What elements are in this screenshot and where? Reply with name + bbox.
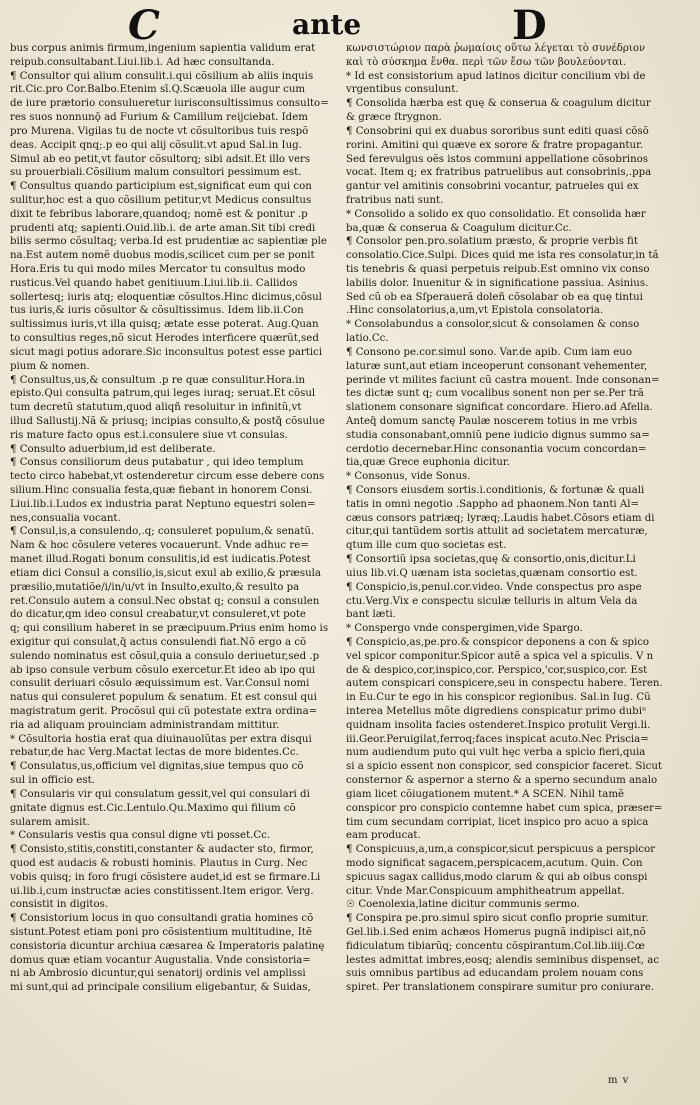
text-line: spicuus sagax callidus,modo clarum & qui ab oibus conspi <box>346 871 648 883</box>
text-line: consternor & aspernor a sterno & a sperno secundum analo <box>346 775 658 787</box>
text-line: deas. Accipit qnq;.p eo qui alij cõsulit.vt apud Sal.in Iug. <box>10 139 302 151</box>
text-line: rusticus.Vel quando habet genitiuum.Liui.lib.ii. Callidos <box>10 277 298 289</box>
text-line: sicut magi potius adorare.Sic inconsultus potest esse partici <box>10 346 323 358</box>
text-line: & græce ſtrygnon. <box>346 112 442 124</box>
text-line: ret.Consulo autem a consul.Nec obstat q; consul a consulen <box>10 595 320 607</box>
text-line: ¶ Conspira pe.pro.simul spiro sicut conflo proprie sumitur. <box>346 913 649 925</box>
text-line: citur,qui tantũdem sortis attulit ad societatem mercaturæ, <box>346 526 648 538</box>
text-line: * Consonus, vide Sonus. <box>346 471 471 483</box>
text-line: rebatur,de hac Verg.Mactat lectas de more bidentes.Cc. <box>10 747 299 759</box>
text-line: * Cõsultoria hostia erat qua diuinauolũtas per extra disqui <box>10 733 312 745</box>
text-line: vrgentibus consulunt. <box>346 84 459 96</box>
text-line: etiam dici Consul a consilio,is,sicut exul ab exilio,& præsula <box>10 567 321 579</box>
text-line: fratribus nati sunt. <box>346 194 444 206</box>
text-line: eam producat. <box>346 830 421 842</box>
text-line: ¶ Consus consiliorum deus putabatur , qui ideo templum <box>10 457 304 469</box>
text-line: ¶ Consultus quando participium est,significat eum qui con <box>10 181 312 193</box>
text-line: tatis in omni negotio .Sappho ad phaonem.Non tanti Al= <box>346 498 640 510</box>
text-line: * Conspergo vnde conspergimen,vide Spargo. <box>346 623 583 635</box>
text-line: Simul ab eo petit,vt fautor cõsultorq; sibi adsit.Et illo vers <box>10 153 311 165</box>
text-line: Hora.Eris tu qui modo miles Mercator tu consultus modo <box>10 264 306 275</box>
text-line: pium & nomen. <box>10 360 90 372</box>
text-line: Sed cũ ob ea Sſperaueră doleñ cõsolabar ob ea quę tintui <box>346 291 643 303</box>
text-line: vel spicor componitur.Spicor autẽ a spica vel a spiculis. V n <box>346 650 654 662</box>
text-line: sularem amisit. <box>10 816 90 828</box>
text-line: dixit te febribus laborare,quandoq; nomẽ est & ponitur .p <box>10 208 308 220</box>
text-line: res suos nonnunǭ ad Furium & Camillum reijciebat. Idem <box>10 112 308 124</box>
text-line: tus iuris,& iuris cõsultor & cõsultissimus. Idem lib.ii.Con <box>10 305 304 317</box>
text-line: bant læti. <box>346 609 396 621</box>
text-line: bus corpus animis firmum,ingenium sapientia validum erat <box>10 43 316 54</box>
text-line: tum decretũ statutum,quod aliqñ resoluitur in infinitũ,vt <box>10 402 302 414</box>
text-line: de & despico,cor,inspico,cor. Perspico,'cor,suspico,cor. Est <box>346 664 648 676</box>
text-line: perinde vt milites faciunt cũ castra mouent. Inde consonan= <box>346 374 660 386</box>
text-line: illud Sallustij.Nã & priusq; incipias consulto,& postq̃ cõsulue <box>10 415 325 427</box>
text-line: ¶ Conspicio,as,pe.pro.& conspicor deponens a con & spico <box>346 636 650 648</box>
signature-mark: m v <box>608 1075 630 1086</box>
text-line: ba,quæ & conserua & Coagulum dicitur.Cc. <box>346 222 572 234</box>
text-line: ¶ Consulatus,us,officium vel dignitas,siue tempus quo cõ <box>10 761 304 773</box>
text-line: consistit in digitos. <box>10 899 109 911</box>
text-line: citur. Vnde Mar.Conspicuum amphitheatrum appellat. <box>346 885 625 897</box>
text-line: sulendo nominatus est cõsul,quia a consulo deriuetur,sed .p <box>10 650 320 662</box>
text-line: sul in officio est. <box>10 775 95 787</box>
text-line: do dicatur,qm ideo consul creabatur,vt consuleret,vt pote <box>10 609 306 621</box>
right-guide-letter: D <box>512 2 547 49</box>
text-line: reipub.consultabant.Liui.lib.i. Ad hæc consultanda. <box>10 56 275 68</box>
text-line: ¶ Consistorium locus in quo consultandi gratia homines cõ <box>10 913 314 925</box>
text-line: * Consularis vestis qua consul digne vti posset.Cc. <box>10 830 271 842</box>
text-line: mi sunt,qui ad principale consilium eligebantur, & Suidas, <box>10 982 311 994</box>
text-line: ris mature facto opus est.i.consulere siue vt consulas. <box>10 429 288 441</box>
text-line: ¶ Consulto aduerbium,id est deliberate. <box>10 443 216 455</box>
text-line: ¶ Consolor pen.pro.solatium præsto, & proprie verbis fit <box>346 236 638 248</box>
guide-word: ante <box>292 8 362 41</box>
text-line: Gel.lib.i.Sed enim achæos Homerus pugnã indipisci ait,nõ <box>346 927 646 938</box>
text-line: tecto circo habebat,vt ostenderetur circum esse debere cons <box>10 471 325 483</box>
text-line: ¶ Conspicuus,a,um,a conspicor,sicut perspicuus a perspicor <box>346 844 656 856</box>
text-line: * Consolido a solido ex quo consolidatio. Et consolida hær <box>346 208 646 220</box>
text-line: studia consonabant,omniũ pene iudicio dignus summo sa= <box>346 429 650 441</box>
text-line: in Eu.Cur te ego in his conspicor regionibus. Sal.in Iug. Cũ <box>346 692 651 704</box>
text-line: giam licet cõiugationem mutent.* A SCEN. Nihil tamẽ <box>346 788 625 800</box>
text-line: ¶ Consobrini qui ex duabus sororibus sunt editi quasi cõsõ <box>346 125 649 137</box>
text-line: ab ipso consule verbum cõsulo exercetur.Et ideo ab ipo qui <box>10 664 316 676</box>
left-text-column <box>10 42 332 995</box>
text-line: consistoria dicuntur archiua cæsarea & Imperatoris palatinę <box>10 940 325 952</box>
text-line: gantur vel amitinis consobrini vocantur, patrueles qui ex <box>346 181 639 193</box>
right-text-column <box>346 42 666 995</box>
text-line: si a spicio essent non conspicor, sed conspicior faceret. Sicut <box>346 761 663 773</box>
text-line: ¶ Consortiũ ipsa societas,quę & consortio,onis,dicitur.Li <box>346 554 636 566</box>
text-line: ¶ Consultus,us,& consultum .p re quæ consulitur.Hora.in <box>10 374 306 386</box>
text-line: κωνσιστώριον παρὰ ῥωμαίοις οὕτω λέγεται τὸ συνέδριον <box>346 43 646 54</box>
text-line: cerdotio decernebar.Hinc consonantia vocum concordan= <box>346 443 647 455</box>
text-line: Nam & hoc cõsulere veteres vocauerunt. Vnde adhuc re= <box>10 540 309 552</box>
text-line: nes,consualia vocant. <box>10 512 121 524</box>
text-line: episto.Qui consulta patrum,qui leges iuraq; seruat.Et cõsul <box>10 388 316 400</box>
text-line: slationem consonare significat concordare. Hiero.ad Afella. <box>346 402 653 414</box>
text-line: consolatio.Cice.Sulpi. Dices quid me ista res consolatur,in tã <box>346 250 659 262</box>
text-line: rit.Cic.pro Cor.Balbo.Etenim sī.Q.Scæuola ille augur cum <box>10 84 306 96</box>
text-line: præsilio,mutatiõe/i/in/u/vt in Insulto,exulto,& resulto pa <box>10 581 300 593</box>
text-line: ¶ Consolida hærba est quę & conserua & coagulum dicitur <box>346 98 651 110</box>
text-line: * Id est consistorium apud latinos dicitur concilium vbi de <box>346 70 646 82</box>
text-line: qtum ille cum quo societas est. <box>346 540 507 552</box>
text-line: quidnam insolita facies ostenderet.Inspico protulit Vergi.li. <box>346 719 651 731</box>
text-line: ria ad aliquam prouinciam administrandam mittitur. <box>10 719 280 731</box>
text-line: sollertesq; iuris atq; eloquentiæ cõsultos.Hinc dicimus,cõsul <box>10 291 322 303</box>
text-line: na.Est autem nomẽ duobus modis,scilicet cum per se ponit <box>10 250 315 262</box>
text-line: pro Murena. Vigilas tu de nocte vt cõsultoribus tuis respõ <box>10 125 309 137</box>
text-line: domus quæ etiam vocantur Augustalia. Vnde consistoria= <box>10 954 311 966</box>
text-line: ui.lib.i,cum instructæ acies constitissent.Item erigor. Verg. <box>10 885 314 897</box>
text-line: consulit deriuari cõsulo æquissimum est. Var.Consul nomi <box>10 678 310 690</box>
text-line: tia,quæ Grece euphonia dicitur. <box>346 457 510 469</box>
text-line: tim cum secundam corripiat, licet inspico pro acuo a spica <box>346 816 649 828</box>
text-line: gnitate dignus est.Cic.Lentulo.Qu.Maximo qui filium cõ <box>10 802 296 814</box>
text-line: su prouerbiali.Cõsilium malum consultori pessimum est. <box>10 167 302 179</box>
text-line: laturæ sunt,aut etiam inceoperunt consonant vehementer, <box>346 360 648 372</box>
text-line: uius lib.vi.Q uænam ista societas,quænam consortio est. <box>346 567 638 579</box>
text-line: natus qui consuleret populum & senatum. Et est consul qui <box>10 692 317 704</box>
text-line: tes dictæ sunt q; cum vocalibus sonent non per se.Per trã <box>346 388 644 400</box>
text-line: num audiendum puto qui vult hęc verba a spicio fieri,quia <box>346 747 646 759</box>
text-line: * Consolabundus a consolor,sicut & consolamen & conso <box>346 319 640 331</box>
text-line: interea Metellus mõte digrediens conspicatur primo dubiⁿ <box>346 706 647 717</box>
text-line: labilis dolor. Inuenitur & in significatione passiua. Asinius. <box>346 277 649 289</box>
text-line: ¶ Consisto,stitis,constiti,constanter & audacter sto, firmor, <box>10 844 314 856</box>
text-line: ¶ Consularis vir qui consulatum gessit,vel qui consulari di <box>10 788 310 800</box>
text-line: vobis quisq; in foro frugi cõsistere audet,id est se firmare.Li <box>10 871 321 883</box>
text-line: ¶ Conspicio,is,penul.cor.video. Vnde conspectus pro aspe <box>346 581 642 593</box>
text-line: quod est audacis & robusti hominis. Plautus in Curg. Nec <box>10 857 308 869</box>
text-line: ¶ Consul,is,a consulendo,.q; consuleret populum,& senatũ. <box>10 526 315 538</box>
text-line: magistratum gerit. Procõsul qui cũ potestate extra ordina= <box>10 706 318 717</box>
text-line: suis omnibus partibus ad educandam prolem nouam cons <box>346 968 644 980</box>
text-line: bilis sermo cõsultaq; verba.Id est prudentiæ ac sapientiæ ple <box>10 236 327 248</box>
text-line: exigitur qui consulat,q̃ actus consulendi fiat.Nõ ergo a cõ <box>10 636 307 648</box>
text-line: manet illud.Rogati bonum consulitis,id est iudicatis.Potest <box>10 554 311 566</box>
text-line: sistunt.Potest etiam poni pro cõsistentium multitudine, Itẽ <box>10 927 312 938</box>
text-line: rorini. Amitini qui quæve ex sorore & fratre propagantur. <box>346 139 644 151</box>
text-line: ¶ Consono pe.cor.simul sono. Var.de apib. Cum iam euo <box>346 346 633 358</box>
text-line: vocat. Item q; ex fratribus patruelibus aut consobrinis,.ppa <box>346 167 652 179</box>
text-line: autem conspicari conspicere,seu in conspectu habere. Teren. <box>346 678 663 690</box>
text-line: iii.Geor.Peruigilat,ferroq;faces inspicat acuto.Nec Priscia= <box>346 733 649 745</box>
text-line: prudenti atq; sapienti.Ouid.lib.i. de arte aman.Sit tibi credi <box>10 222 316 234</box>
text-line: fidiculatum tibiarũq; concentu cõspirantum.Col.lib.iiij.Cœ <box>346 940 645 952</box>
text-line: .Hinc consolatorius,a,um,vt Epistola consolatoria. <box>346 305 604 317</box>
text-line: lestes admittat imbres,eosq; alendis seminibus dispenset, ac <box>346 954 660 966</box>
text-line: de iure prætorio consulueretur iurisconsultissimus consulto= <box>10 98 329 110</box>
text-line: sulitur,hoc est a quo cõsilium petitur,vt Medicus consultus <box>10 194 312 206</box>
text-line: latio.Cc. <box>346 333 389 345</box>
text-line: ctu.Verg.Vix e conspectu siculæ telluris in altum Vela da <box>346 595 638 607</box>
text-line: q; qui consilium haberet in se præcipuum.Prius enim homo is <box>10 623 329 635</box>
text-line: ☉ Coenolexia,latine dicitur communis sermo. <box>346 899 580 911</box>
text-line: Liui.lib.i.Ludos ex industria parat Neptuno equestri solen= <box>10 498 316 510</box>
text-line: Anteq̃ domum sanctę Paulæ noscerem totius in me vrbis <box>346 415 638 427</box>
left-guide-letter: C <box>128 2 160 49</box>
text-line: silium.Hinc consualia festa,quæ fiebant in honorem Consi. <box>10 485 313 496</box>
text-line: ni ab Ambrosio dicuntur,qui senatorij ordinis vel amplissi <box>10 968 306 980</box>
text-line: modo significat sagacem,perspicacem,acutum. Quin. Con <box>346 857 643 869</box>
text-line: to consultius reges,nõ sicut Herodes interficere quærũt,sed <box>10 333 319 345</box>
text-line: cæus consors patriæq; lyræq;.Laudis habet.Cõsors etiam di <box>346 512 655 524</box>
text-line: tis tenebris & quasi perpetuis reipub.Est omnino vix conso <box>346 264 650 275</box>
text-line: καὶ τὸ σύσκημα ἔνθα. περὶ τῶν ἔσω τῶν βουλεύονται. <box>346 56 627 68</box>
text-line: ¶ Consultor qui alium consulit.i.qui cõsilium ab aliis inquis <box>10 70 314 82</box>
text-line: spiret. Per translationem conspirare sumitur pro coniurare. <box>346 982 655 994</box>
text-line: conspicor pro conspicio contemne habet cum spica, præser= <box>346 802 663 814</box>
text-line: sultissimus iuris,vt illa quisq; ætate esse poterat. Aug.Quan <box>10 319 319 331</box>
text-line: ¶ Consors eiusdem sortis.i.conditionis, & fortunæ & quali <box>346 485 645 496</box>
text-line: Sed ferevulgus oẽs istos communi appellatione cõsobrinos <box>346 153 648 165</box>
